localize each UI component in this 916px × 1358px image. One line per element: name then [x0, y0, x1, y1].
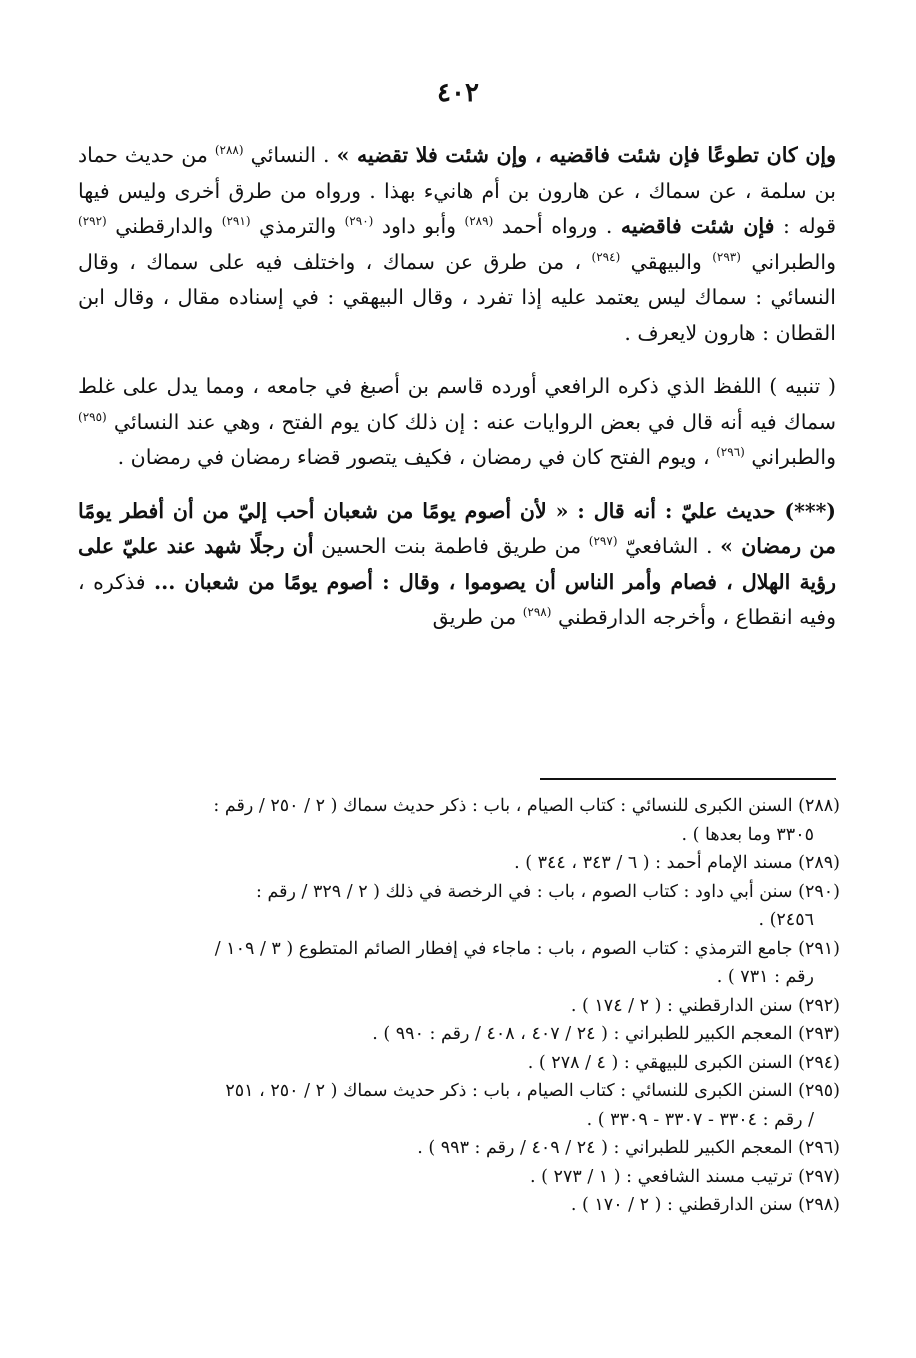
body-text: والطبراني	[744, 445, 836, 469]
body-text: فذكره ، وفيه انقطاع ، وأخرجه الدارقطني	[78, 569, 836, 629]
footnote-item	[88, 992, 840, 1021]
body-text: . الشافعيّ	[617, 534, 721, 558]
body-text: والترمذي	[250, 214, 345, 238]
footnote-line: ٣٣٠٥ وما بعدها ) .	[681, 824, 814, 845]
footnote-item	[88, 1134, 840, 1163]
footnote-item	[88, 792, 840, 849]
footnote-item	[88, 1163, 840, 1192]
footnote-line: (٢٩٧) ترتيب مسند الشافعي : ( ١ / ٢٧٣ ) .	[530, 1166, 840, 1187]
footnote-line: رقم : ٧٣١ ) .	[716, 967, 814, 987]
bold-text: وإن كان تطوعًا فإن شئت فاقضيه ، وإن شئت فلا تقضيه »	[336, 143, 836, 167]
footnote-line: (٢٩٦) المعجم الكبير للطبراني : ( ٢٤ / ٤٠٩ / رقم : ٩٩٣ ) .	[417, 1138, 840, 1158]
footnote-ref: (٢٩٠)	[344, 214, 374, 229]
footnote-ref: (٢٩٢)	[78, 214, 107, 229]
footnote-item	[88, 1077, 840, 1134]
body-text: ( تنبيه ) اللفظ الذي ذكره الرافعي أورده قاسم بن أصبغ في جامعه ، ومما يدل على غلط سماك فيه أنه قال في بعض الروايات عنه : إن ذلك كان يوم الفتح ، وهي عند النسائي	[78, 374, 836, 434]
body-text: . النسائي	[243, 143, 337, 167]
paragraph	[78, 494, 836, 636]
footnote-ref: (٢٨٩)	[464, 214, 494, 229]
body-text: من حديث حماد بن سلمة ، عن سماك ، عن هارون بن أم هانيء بهذا . ورواه من طرق أخرى وليس فيها قوله :	[78, 143, 836, 238]
footnote-item	[88, 1020, 840, 1049]
footnote-ref: (٢٩٥)	[78, 409, 107, 424]
body-text: والبيهقي	[620, 249, 713, 274]
body-text: . ورواه أحمد	[493, 214, 621, 238]
footnote-divider	[540, 778, 836, 780]
bold-text: (***) حديث عليّ : أنه قال : « لأن أصوم يومًا من شعبان أحب إليّ من أن أفطر يومًا من رمضان »	[78, 498, 836, 558]
footnote-item	[88, 1191, 840, 1220]
footnote-ref: (٢٩٦)	[716, 445, 745, 460]
body-text: وأبو داود	[373, 214, 465, 238]
body-text: والدارقطني	[106, 214, 222, 238]
footnote-item	[88, 849, 840, 878]
footnote-item	[88, 1049, 840, 1078]
footnote-line: (٢٩٢) سنن الدارقطني : ( ٢ / ١٧٤ ) .	[570, 995, 840, 1016]
body-text: ، ويوم الفتح كان في رمضان ، فكيف يتصور قضاء رمضان في رمضان .	[117, 445, 717, 469]
body-text: ، من طرق عن سماك ، واختلف فيه على سماك ، وقال النسائي : سماك ليس يعتمد عليه إذا تفرد ، وقال البيهقي : في إسناده مقال ، وقال ابن القطان : هارون لايعرف .	[78, 249, 836, 345]
footnote-line: (٢٩٨) سنن الدارقطني : ( ٢ / ١٧٠ ) .	[570, 1195, 840, 1215]
footnote-line: (٢٩١) جامع الترمذي : كتاب الصوم ، باب : ماجاء في إفطار الصائم المتطوع ( ٣ / ١٠٩ /	[214, 938, 840, 959]
body-text: من طريق فاطمة بنت الحسين	[313, 534, 589, 558]
footnote-ref: (٢٩٧)	[588, 534, 618, 549]
body-text: والطبراني	[740, 249, 836, 274]
bold-text: أن رجلًا شهد عند عليّ على رؤية الهلال ، فصام وأمر الناس أن يصوموا ، وقال : أصوم يومًا من شعبان ...	[78, 534, 836, 594]
footnote-item	[88, 935, 840, 992]
page-number: ٤٠٢	[437, 78, 479, 108]
footnote-line: (٢٩٣) المعجم الكبير للطبراني : ( ٢٤ / ٤٠٧ ، ٤٠٨ / رقم : ٩٩٠ ) .	[372, 1024, 840, 1044]
bold-text: فإن شئت فاقضيه	[620, 214, 775, 238]
footnotes	[88, 792, 840, 1220]
footnote-line: (٢٨٨) السنن الكبرى للنسائي : كتاب الصيام ، باب : ذكر حديث سماك ( ٢ / ٢٥٠ / رقم :	[213, 796, 840, 816]
footnote-ref: (٢٩٤)	[591, 249, 621, 264]
footnote-ref: (٢٩٨)	[522, 605, 552, 620]
paragraph	[78, 138, 836, 351]
footnote-ref: (٢٨٨)	[214, 143, 244, 158]
footnote-ref: (٢٩١)	[221, 214, 251, 229]
footnote-line: (٢٩٠) سنن أبي داود : كتاب الصوم ، باب : في الرخصة في ذلك ( ٢ / ٣٢٩ / رقم :	[256, 881, 840, 902]
footnote-item	[88, 878, 840, 935]
paragraph	[78, 369, 836, 476]
footnote-line: (٢٨٩) مسند الإمام أحمد : ( ٦ / ٣٤٣ ، ٣٤٤ ) .	[514, 853, 840, 873]
footnote-line: (٢٩٤) السنن الكبرى للبيهقي : ( ٤ / ٢٧٨ ) .	[527, 1052, 840, 1073]
body-text: من طريق	[432, 605, 523, 629]
footnote-line: ٢٤٥٦) .	[758, 910, 814, 930]
main-text	[78, 138, 836, 636]
footnote-line: / رقم : ٣٣٠٤ - ٣٣٠٧ - ٣٣٠٩ ) .	[586, 1109, 814, 1130]
footnote-ref: (٢٩٣)	[712, 249, 741, 264]
footnote-line: (٢٩٥) السنن الكبرى للنسائي : كتاب الصيام ، باب : ذكر حديث سماك ( ٢ / ٢٥٠ ، ٢٥١	[225, 1081, 840, 1101]
